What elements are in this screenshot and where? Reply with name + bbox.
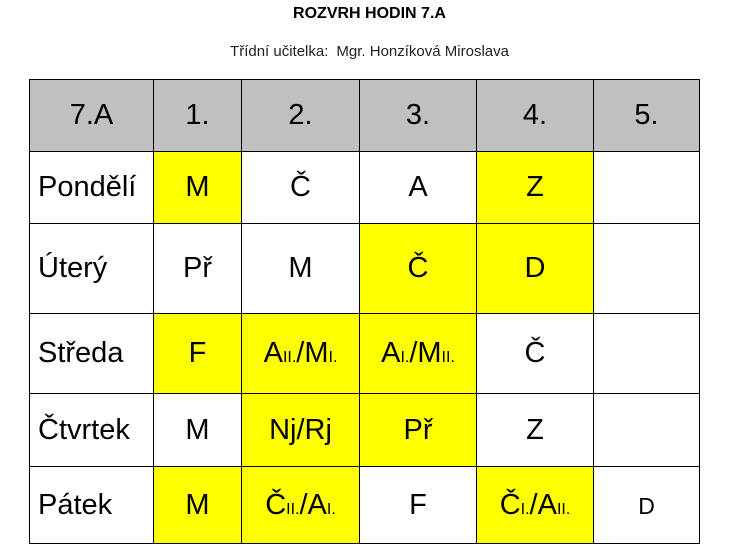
lesson-cell bbox=[594, 314, 700, 394]
subject-abbr: D bbox=[638, 492, 655, 519]
table-row bbox=[30, 314, 700, 394]
day-label: Úterý bbox=[30, 224, 154, 314]
subject-abbr: D bbox=[524, 252, 546, 284]
lesson-cell bbox=[242, 467, 360, 544]
subject-abbr: Č bbox=[524, 337, 546, 369]
group-marker: II. bbox=[556, 500, 571, 518]
subject-abbr: Př bbox=[183, 252, 212, 284]
lesson-cell bbox=[477, 467, 594, 544]
page-title: ROZVRH HODIN 7.A bbox=[293, 5, 446, 22]
teacher-name: Mgr. Honzíková Miroslava bbox=[336, 43, 509, 60]
table-row bbox=[30, 394, 700, 467]
lesson-cell bbox=[154, 394, 242, 467]
lesson-cell bbox=[360, 467, 477, 544]
timetable-body bbox=[30, 80, 700, 544]
table-row bbox=[30, 467, 700, 544]
subject-abbr: /A bbox=[299, 488, 327, 521]
subject-abbr: Z bbox=[526, 413, 544, 446]
day-label: Středa bbox=[30, 314, 154, 394]
group-marker: I. bbox=[400, 349, 410, 366]
group-marker: II. bbox=[282, 349, 297, 366]
lesson-cell bbox=[594, 152, 700, 224]
period-header: 2. bbox=[242, 80, 360, 152]
group-marker: I. bbox=[520, 500, 530, 518]
subject-abbr: M bbox=[185, 171, 210, 203]
lesson-cell bbox=[360, 394, 477, 467]
group-marker: I. bbox=[328, 349, 338, 366]
group-marker: II. bbox=[286, 500, 300, 518]
day-label: Pátek bbox=[30, 467, 154, 544]
period-header: 4. bbox=[477, 80, 594, 152]
lesson-cell bbox=[594, 394, 700, 467]
day-label: Pondělí bbox=[30, 152, 154, 224]
lesson-cell bbox=[477, 314, 594, 394]
subject-abbr: A bbox=[381, 337, 401, 369]
subject-abbr: /M bbox=[296, 337, 329, 369]
timetable bbox=[29, 79, 700, 544]
period-header: 1. bbox=[154, 80, 242, 152]
subject-abbr: F bbox=[409, 488, 427, 521]
teacher-label: Třídní učitelka: bbox=[230, 43, 329, 60]
subject-abbr: Z bbox=[526, 171, 544, 203]
lesson-cell bbox=[477, 152, 594, 224]
subject-abbr: F bbox=[188, 337, 207, 369]
subject-abbr: M bbox=[185, 413, 210, 446]
lesson-cell bbox=[360, 314, 477, 394]
lesson-cell bbox=[594, 224, 700, 314]
subject-abbr: Č bbox=[407, 252, 429, 284]
lesson-cell bbox=[477, 394, 594, 467]
lesson-cell bbox=[154, 314, 242, 394]
subject-abbr: M bbox=[185, 488, 210, 521]
subject-abbr: /A bbox=[529, 488, 557, 521]
subject-abbr: M bbox=[288, 252, 313, 284]
header-row bbox=[30, 80, 700, 152]
lesson-cell bbox=[360, 152, 477, 224]
subject-abbr: A bbox=[263, 337, 283, 369]
lesson-cell bbox=[360, 224, 477, 314]
lesson-cell bbox=[477, 224, 594, 314]
lesson-cell bbox=[242, 314, 360, 394]
class-teacher-line bbox=[0, 42, 739, 62]
lesson-cell bbox=[154, 467, 242, 544]
period-header: 5. bbox=[594, 80, 700, 152]
day-label: Čtvrtek bbox=[30, 394, 154, 467]
table-row bbox=[30, 224, 700, 314]
lesson-cell bbox=[154, 224, 242, 314]
class-name-header: 7.A bbox=[30, 80, 154, 152]
table-row bbox=[30, 152, 700, 224]
lesson-cell bbox=[242, 394, 360, 467]
lesson-cell bbox=[594, 467, 700, 544]
subject-abbr: Nj/Rj bbox=[269, 413, 332, 446]
period-header: 3. bbox=[360, 80, 477, 152]
subject-abbr: Č bbox=[499, 488, 521, 521]
subject-abbr: Č bbox=[265, 488, 287, 521]
group-marker: I. bbox=[326, 500, 336, 518]
group-marker: II. bbox=[441, 349, 455, 366]
lesson-cell bbox=[154, 152, 242, 224]
lesson-cell bbox=[242, 224, 360, 314]
subject-abbr: Př bbox=[403, 413, 433, 446]
subject-abbr: Č bbox=[290, 171, 311, 203]
lesson-cell bbox=[242, 152, 360, 224]
subject-abbr: A bbox=[408, 171, 428, 203]
subject-abbr: /M bbox=[409, 337, 442, 369]
